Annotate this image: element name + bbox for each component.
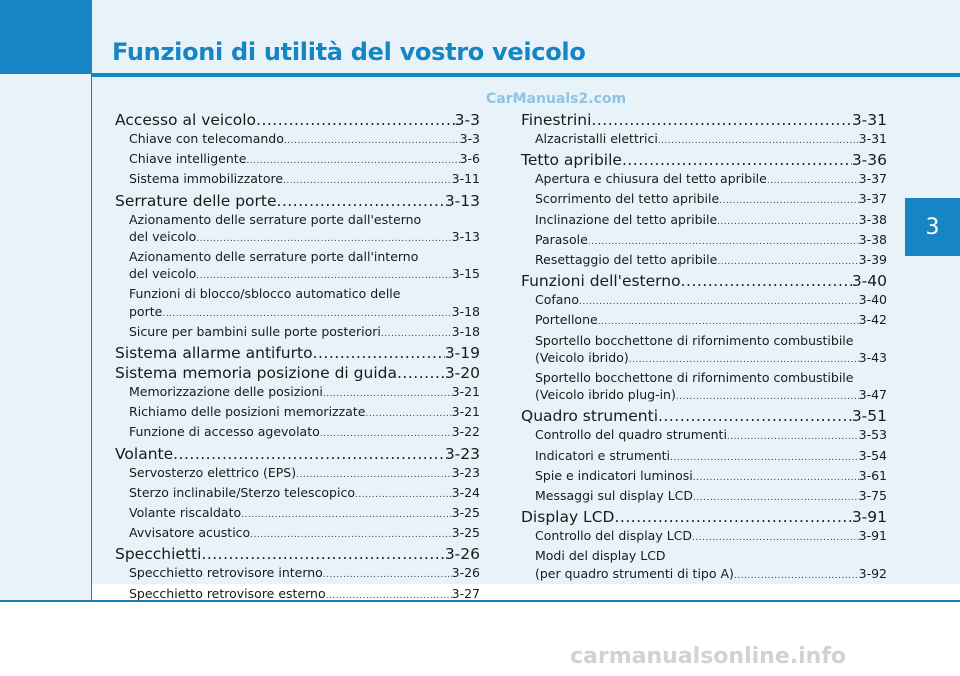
toc-page-number: 3-40 [851,272,887,291]
toc-page-number: 3-26 [444,545,480,564]
toc-section[interactable] [115,544,480,564]
toc-page-number: 3-19 [444,344,480,363]
toc-page-number: 3-31 [858,131,887,146]
toc-leader-dots [598,314,859,331]
toc-subentry[interactable] [115,265,480,285]
toc-leader-dots [693,490,859,507]
toc-subentry[interactable] [521,291,887,311]
toc-subentry[interactable] [521,565,887,585]
toc-page-number: 3-21 [451,404,480,420]
toc-subentry[interactable] [115,464,480,484]
toc-entry-label: Cofano [535,292,580,308]
toc-entry-label: Chiave intelligente [129,151,247,167]
toc-leader-dots [717,214,858,231]
toc-page-number: 3-11 [451,171,480,187]
toc-entry-label: del veicolo [129,228,197,244]
toc-page-number: 3-43 [858,349,887,365]
toc-leader-dots [313,343,445,363]
toc-page-number: 3-53 [858,427,887,443]
left-margin-strip [0,0,92,600]
toc-page-number: 3-3 [454,111,480,129]
toc-page-number: 3-23 [451,464,480,480]
toc-leader-dots [277,191,445,211]
toc-subentry[interactable] [521,190,887,210]
toc-leader-dots [717,254,858,271]
toc-leader-dots [201,544,444,564]
toc-page-number: 3-75 [858,488,887,504]
toc-section[interactable] [115,110,480,130]
toc-page-number: 3-25 [451,505,480,521]
toc-page-number: 3-92 [858,565,887,581]
toc-entry-label: Parasole [535,231,588,247]
toc-leader-dots [323,567,452,584]
toc-entry-label: Spie e indicatori luminosi [535,467,693,483]
toc-subentry[interactable] [115,303,480,323]
toc-subentry[interactable] [521,527,887,547]
toc-section[interactable] [521,110,887,130]
toc-entry-label: Quadro strumenti [521,407,658,426]
toc-entry-label: Sistema memoria posizione di guida [115,364,397,383]
toc-subentry[interactable] [521,231,887,251]
toc-entry-label: Specchietto retrovisore esterno [129,585,326,601]
toc-entry-label: Alzacristalli elettrici [535,131,658,146]
toc-page-number: 3-61 [858,467,887,483]
toc-entry-label: Avvisatore acustico [129,525,251,541]
toc-entry-label: porte [129,303,163,319]
toc-entry-text[interactable]: Azionamento delle serrature porte dall'interno [129,249,419,265]
toc-leader-dots [320,426,452,443]
toc-section[interactable] [115,444,480,464]
toc-entry-label: Funzione di accesso agevolato [129,424,320,440]
toc-subentry[interactable] [115,323,480,343]
toc-leader-dots [681,271,852,291]
toc-subentry[interactable] [115,504,480,524]
toc-subentry[interactable] [521,311,887,331]
toc-section[interactable] [115,191,480,211]
toc-entry-label: Funzioni dell'esterno [521,272,681,291]
toc-page-number: 3-26 [451,565,480,581]
toc-leader-dots [284,133,460,150]
toc-leader-dots [296,467,452,484]
toc-page-number: 3-38 [858,231,887,247]
toc-entry-label: Volante [115,444,174,463]
toc-subentry[interactable] [115,564,480,584]
toc-subentry[interactable] [521,211,887,231]
toc-leader-dots [734,568,859,585]
toc-entry-label: Chiave con telecomando [129,131,284,146]
toc-entry-label: Messaggi sul display LCD [535,488,694,504]
toc-entry-label: Memorizzazione delle posizioni [129,384,323,400]
watermark-carmanuals: CarManuals2.com [486,91,627,107]
toc-entry-label: Sicure per bambini sulle porte posteriori [129,323,381,339]
toc-leader-dots [727,429,859,446]
toc-entry-label: Specchietto retrovisore interno [129,565,323,581]
toc-entry-label: Serrature delle porte [115,191,277,210]
toc-entry-label: del veicolo [129,266,197,282]
toc-leader-dots [162,306,451,323]
toc-page-number: 3-91 [851,508,887,527]
toc-page-number: 3-24 [451,484,480,500]
toc-subentry[interactable] [115,150,480,170]
toc-subentry[interactable] [521,487,887,507]
toc-entry-label: Display LCD [521,508,615,527]
toc-page-number: 3-37 [858,191,887,207]
toc-page-number: 3-36 [851,151,887,170]
toc-page-number: 3-3 [459,131,480,146]
toc-leader-dots [326,588,452,605]
toc-page-number: 3-51 [851,407,887,426]
toc-page-number: 3-23 [444,444,480,463]
toc-subentry[interactable] [521,467,887,487]
toc-leader-dots [365,406,451,423]
toc-subentry[interactable] [115,423,480,443]
toc-leader-dots [676,389,859,406]
header-corner-block [0,0,92,74]
toc-page-number: 3-13 [444,191,480,210]
toc-leader-dots [355,487,452,504]
toc-page-number: 3-47 [858,387,887,403]
toc-entry-label: Apertura e chiusura del tetto apribile [535,171,767,187]
toc-entry-label: Volante riscaldato [129,505,242,521]
toc-leader-dots [719,193,858,210]
toc-leader-dots [658,133,859,150]
toc-leader-dots [670,450,859,467]
toc-leader-dots [614,507,851,527]
toc-left-column [115,110,480,605]
toc-entry-label: Indicatori e strumenti [535,447,670,463]
toc-entry-text[interactable]: Modi del display LCD [535,548,666,564]
toc-leader-dots [241,507,452,524]
toc-entry-label: Resettaggio del tetto apribile [535,252,718,268]
footer-watermark: carmanualsonline.info [570,644,846,669]
toc-page-number: 3-42 [858,312,887,328]
toc-leader-dots [381,326,452,343]
toc-page-number: 3-25 [451,525,480,541]
toc-page-number: 3-6 [459,151,480,167]
toc-leader-dots [323,386,452,403]
toc-page-number: 3-37 [858,171,887,187]
toc-leader-dots [256,110,455,130]
toc-entry-label: Specchietti [115,545,202,564]
toc-entry-label: Portellone [535,312,598,328]
toc-right-column [521,110,887,585]
toc-subentry[interactable] [115,130,480,150]
toc-page-number: 3-39 [858,252,887,268]
toc-leader-dots [693,470,859,487]
toc-leader-dots [629,352,859,369]
toc-leader-dots [246,153,459,170]
toc-subentry[interactable] [115,403,480,423]
toc-subentry[interactable] [115,524,480,544]
toc-subentry[interactable] [521,426,887,446]
toc-page-number: 3-31 [851,111,887,129]
toc-subentry[interactable] [115,170,480,190]
toc-entry-text[interactable]: Azionamento delle serrature porte dall'esterno [129,211,422,227]
toc-entry-label: Sterzo inclinabile/Sterzo telescopico [129,484,355,500]
toc-page-number: 3-22 [451,424,480,440]
toc-subentry[interactable] [521,251,887,271]
toc-entry-label: (Veicolo ibrido) [535,349,629,365]
toc-page-number: 3-20 [444,364,480,383]
toc-leader-dots [622,150,852,170]
toc-entry-label: Servosterzo elettrico (EPS) [129,464,297,480]
toc-page-number: 3-38 [858,211,887,227]
toc-subentry[interactable] [115,228,480,248]
toc-leader-dots [283,173,452,190]
toc-page-number: 3-15 [451,266,480,282]
toc-entry-text[interactable]: Sportello bocchettone di rifornimento combustibile [535,370,854,386]
toc-entry-label: Sistema immobilizzatore [129,171,284,187]
toc-subentry[interactable] [115,585,480,605]
toc-leader-dots [397,363,445,383]
toc-subentry[interactable] [115,383,480,403]
toc-page-number: 3-13 [451,228,480,244]
toc-page-number: 3-54 [858,447,887,463]
toc-section[interactable] [521,507,887,527]
toc-subentry[interactable] [521,386,887,406]
toc-subentry[interactable] [521,130,887,150]
toc-entry-label: Controllo del quadro strumenti [535,427,727,443]
toc-subentry[interactable] [521,170,887,190]
toc-entry-label: Controllo del display LCD [535,528,693,544]
toc-entry-label: Finestrini [521,111,592,129]
toc-entry-label: Scorrimento del tetto apribile [535,191,720,207]
toc-page-number: 3-91 [858,528,887,544]
toc-leader-dots [196,268,451,285]
toc-section[interactable] [115,343,480,363]
toc-leader-dots [579,294,859,311]
toc-section[interactable] [521,150,887,170]
toc-entry-label: Richiamo delle posizioni memorizzate [129,404,366,420]
page-title: Funzioni di utilità del vostro veicolo [112,38,586,66]
toc-page-number: 3-18 [451,323,480,339]
toc-section[interactable] [115,363,480,383]
toc-leader-dots [173,444,445,464]
toc-leader-dots [658,406,852,426]
toc-leader-dots [767,173,859,190]
toc-subentry[interactable] [521,349,887,369]
toc-page-number: 3-40 [858,292,887,308]
toc-leader-dots [588,234,859,251]
toc-entry-label: Accesso al veicolo [115,111,257,129]
toc-page-number: 3-18 [451,303,480,319]
chapter-tab[interactable]: 3 [905,198,960,256]
toc-entry-label: Inclinazione del tetto apribile [535,211,718,227]
toc-entry-label: (per quadro strumenti di tipo A) [535,565,734,581]
toc-subentry[interactable] [115,484,480,504]
toc-leader-dots [196,231,451,248]
toc-leader-dots [250,527,451,544]
toc-entry-label: Sistema allarme antifurto [115,344,313,363]
toc-entry-label: Tetto apribile [521,151,622,170]
toc-entry-text[interactable]: Funzioni di blocco/sblocco automatico delle [129,286,401,302]
toc-section[interactable] [521,271,887,291]
toc-subentry[interactable] [521,447,887,467]
toc-entry-text[interactable]: Sportello bocchettone di rifornimento combustibile [535,332,854,348]
toc-section[interactable] [521,406,887,426]
toc-entry-label: (Veicolo ibrido plug-in) [535,387,676,403]
toc-page-number: 3-21 [451,384,480,400]
toc-page-number: 3-27 [451,585,480,601]
toc-leader-dots [692,530,859,547]
toc-leader-dots [591,110,851,130]
